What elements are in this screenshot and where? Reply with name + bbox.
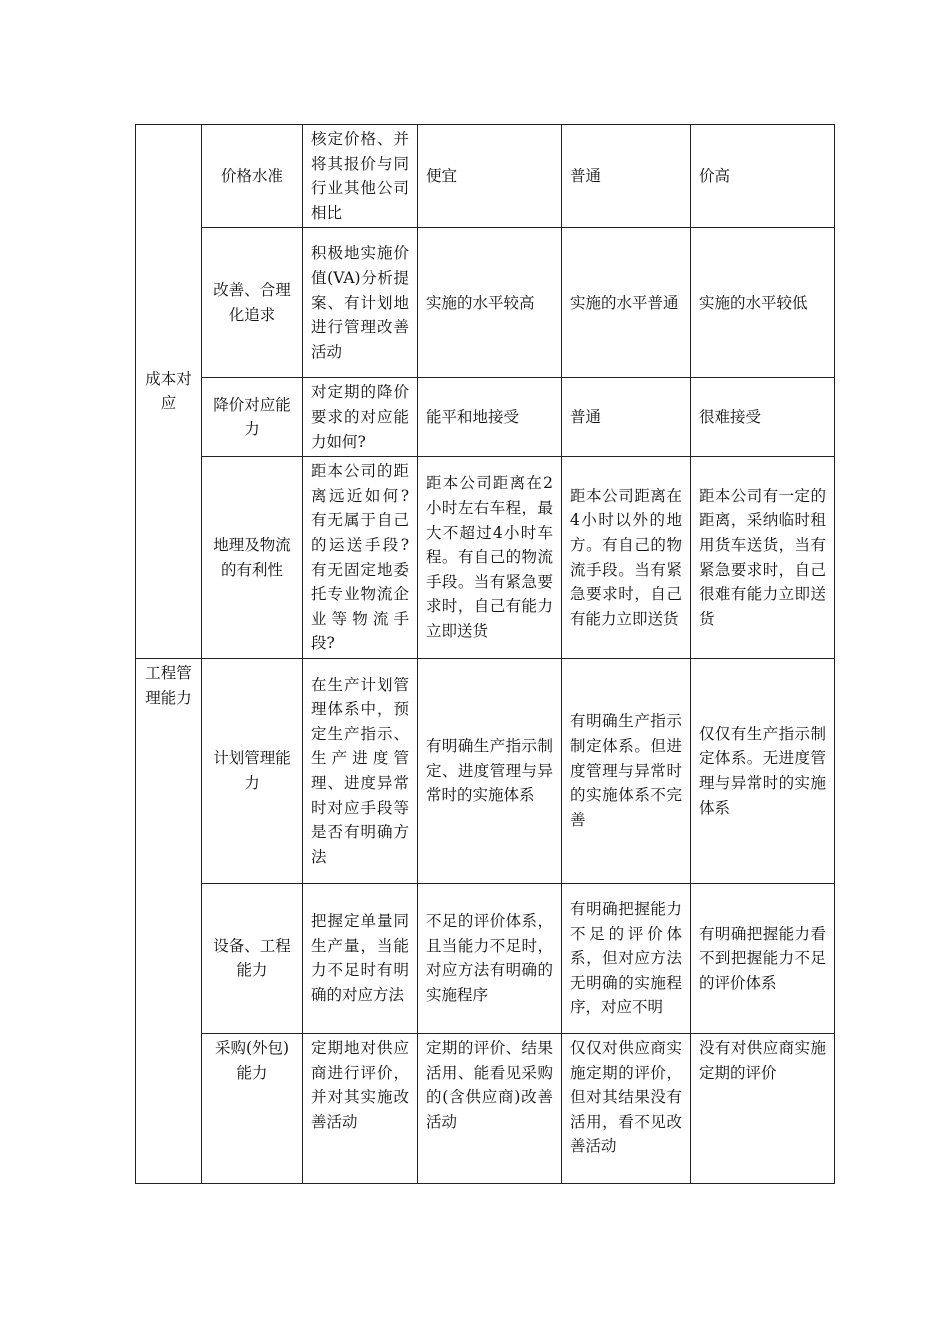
level-poor-cell: 仅仅有生产指示制定体系。无进度管理与异常时的实施体系 [691, 658, 835, 883]
level-good-cell: 不足的评价体系，且当能力不足时，对应方法有明确的实施程序 [418, 883, 562, 1033]
table-row [136, 883, 835, 1033]
item-cell: 地理及物流的有利性 [202, 457, 303, 659]
table-row [136, 125, 835, 228]
item-cell: 改善、合理化追求 [202, 228, 303, 378]
level-normal-cell: 距本公司距离在4小时以外的地方。有自己的物流手段。当有紧急要求时，自己有能力立即送货 [562, 457, 691, 659]
level-normal-cell: 普通 [562, 378, 691, 457]
item-cell: 降价对应能力 [202, 378, 303, 457]
criterion-cell: 把握定单量同生产量，当能力不足时有明确的对应方法 [303, 883, 418, 1033]
criterion-cell: 在生产计划管理体系中，预定生产指示、生产进度管理、进度异常时对应手段等是否有明确方法 [303, 658, 418, 883]
item-cell: 价格水准 [202, 125, 303, 228]
criterion-cell: 定期地对供应商进行评价，并对其实施改善活动 [303, 1033, 418, 1183]
category-cell: 成本对应 [136, 125, 202, 659]
level-good-cell: 便宜 [418, 125, 562, 228]
level-good-cell: 有明确生产指示制定、进度管理与异常时的实施体系 [418, 658, 562, 883]
level-normal-cell: 仅仅对供应商实施定期的评价，但对其结果没有活用，看不见改善活动 [562, 1033, 691, 1183]
item-cell: 设备、工程能力 [202, 883, 303, 1033]
level-poor-cell: 价高 [691, 125, 835, 228]
table-row [136, 378, 835, 457]
level-poor-cell: 很难接受 [691, 378, 835, 457]
level-poor-cell: 距本公司有一定的距离，采纳临时租用货车送货，当有紧急要求时，自己很难有能力立即送货 [691, 457, 835, 659]
level-good-cell: 距本公司距离在2小时左右车程，最大不超过4小时车程。有自己的物流手段。当有紧急要求时，自己有能力立即送货 [418, 457, 562, 659]
supplier-evaluation-table [135, 124, 835, 1184]
level-poor-cell: 有明确把握能力看不到把握能力不足的评价体系 [691, 883, 835, 1033]
criterion-cell: 对定期的降价要求的对应能力如何? [303, 378, 418, 457]
level-normal-cell: 实施的水平普通 [562, 228, 691, 378]
table-row [136, 658, 835, 883]
category-cell: 工程管理能力 [136, 658, 202, 1183]
criterion-cell: 核定价格、并将其报价与同行业其他公司相比 [303, 125, 418, 228]
level-normal-cell: 有明确生产指示制定体系。但进度管理与异常时的实施体系不完善 [562, 658, 691, 883]
level-good-cell: 定期的评价、结果活用、能看见采购的(含供应商)改善活动 [418, 1033, 562, 1183]
level-good-cell: 实施的水平较高 [418, 228, 562, 378]
criterion-cell: 积极地实施价值(VA)分析提案、有计划地进行管理改善活动 [303, 228, 418, 378]
table-row [136, 1033, 835, 1183]
level-normal-cell: 普通 [562, 125, 691, 228]
level-good-cell: 能平和地接受 [418, 378, 562, 457]
level-normal-cell: 有明确把握能力不足的评价体系，但对应方法无明确的实施程序，对应不明 [562, 883, 691, 1033]
level-poor-cell: 没有对供应商实施定期的评价 [691, 1033, 835, 1183]
item-cell: 采购(外包)能力 [202, 1033, 303, 1183]
table-row [136, 228, 835, 378]
criterion-cell: 距本公司的距离远近如何?有无属于自己的运送手段?有无固定地委托专业物流企业等物流手段? [303, 457, 418, 659]
table-row [136, 457, 835, 659]
item-cell: 计划管理能力 [202, 658, 303, 883]
level-poor-cell: 实施的水平较低 [691, 228, 835, 378]
